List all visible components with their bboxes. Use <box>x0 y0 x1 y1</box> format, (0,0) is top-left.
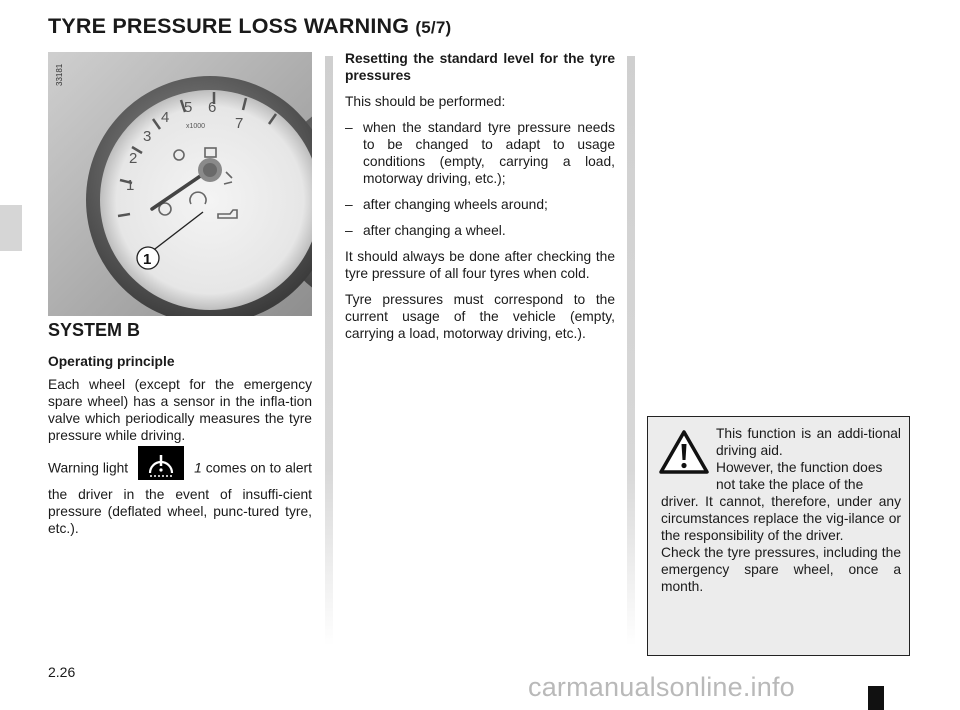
list-item: – when the standard tyre pressure needs to be changed to adapt to usage conditions (empty, carrying a load, motorway driving, etc.); <box>345 120 615 186</box>
warning-triangle-icon <box>658 429 710 475</box>
list-item-text: after changing a wheel. <box>363 223 506 238</box>
warning-box-body: driver. It cannot, therefore, under any circumstances replace the vig-ilance or the responsibility of the driver. Check the tyre pressures, including the emergency spare wheel, once a month. <box>661 494 901 594</box>
watermark: carmanualsonline.info <box>528 672 795 702</box>
warning-box-intro <box>716 425 901 459</box>
instrument-cluster-image <box>48 52 312 316</box>
corner-marker <box>868 686 884 710</box>
tpms-warning-light-icon <box>138 446 184 480</box>
operating-principle-heading: Operating principle <box>48 354 175 369</box>
list-item-text: after changing wheels around; <box>363 197 548 212</box>
tach-number-6: 6 <box>208 99 217 116</box>
page-title <box>48 14 451 39</box>
warning-light-ref: 1 <box>194 460 202 476</box>
resetting-intro: This should be performed: <box>345 94 506 109</box>
usage-paragraph: Tyre pressures must correspond to the current usage of the vehicle (empty, carrying a load, motorway driving, etc.). <box>345 292 615 341</box>
left-column <box>48 322 312 545</box>
right-column <box>345 50 615 351</box>
list-item-text: when the standard tyre pressure needs to be changed to adapt to usage conditions (empty, carrying a load, motorway driving, etc.); <box>363 120 615 186</box>
cold-check-paragraph: It should always be done after checking the tyre pressure of all four tyres when cold. <box>345 249 615 281</box>
image-reference: 33181 <box>55 63 64 86</box>
tach-unit-label: x1000 <box>186 123 206 130</box>
page-title-text: TYRE PRESSURE LOSS WARNING <box>48 14 410 38</box>
warning-box-line3: Check the tyre pressures, including the emergency spare wheel, once a month. <box>661 545 901 594</box>
warning-box-line1: This function is an addi-tional driving aid. <box>716 426 901 458</box>
tach-number-5: 5 <box>184 99 193 116</box>
chapter-side-tab <box>0 205 22 251</box>
warning-light-suffix: comes on to alert the driver in the event of insuffi-cient pressure (deflated wheel, punc-tured tyre, etc.). <box>48 460 312 536</box>
page-title-suffix: (5/7) <box>415 18 452 37</box>
tach-number-2: 2 <box>129 150 138 167</box>
tach-number-1: 1 <box>126 177 135 194</box>
warning-box-line2-start: However, the function does <box>716 460 883 475</box>
tachometer-illustration <box>48 52 312 316</box>
column-divider-right <box>627 56 635 646</box>
system-heading: SYSTEM B <box>48 320 141 340</box>
list-item: – after changing a wheel. <box>345 222 615 239</box>
warning-light-prefix: Warning light <box>48 460 129 476</box>
tach-number-3: 3 <box>143 128 152 145</box>
callout-label: 1 <box>143 251 152 268</box>
column-divider-left <box>325 56 333 646</box>
operating-principle-text: Each wheel (except for the emergency spare wheel) has a sensor in the infla-tion valve which periodically measures the tyre pressure while driving. <box>48 377 312 443</box>
warning-light-paragraph <box>48 452 312 537</box>
resetting-heading: Resetting the standard level for the tyre pressures <box>345 51 615 83</box>
tach-number-4: 4 <box>161 109 170 126</box>
list-item: – after changing wheels around; <box>345 196 615 213</box>
tach-number-7: 7 <box>235 115 244 132</box>
page-number: 2.26 <box>48 664 76 680</box>
warning-box: This function is an addi-tional driving aid. However, the function does not take the place of the driver. It cannot, therefore, under any circumstances replace the vig-ilance or the responsibility of the driver. Check the tyre pressures, including the emergency spare wheel, once a month. <box>647 416 910 656</box>
